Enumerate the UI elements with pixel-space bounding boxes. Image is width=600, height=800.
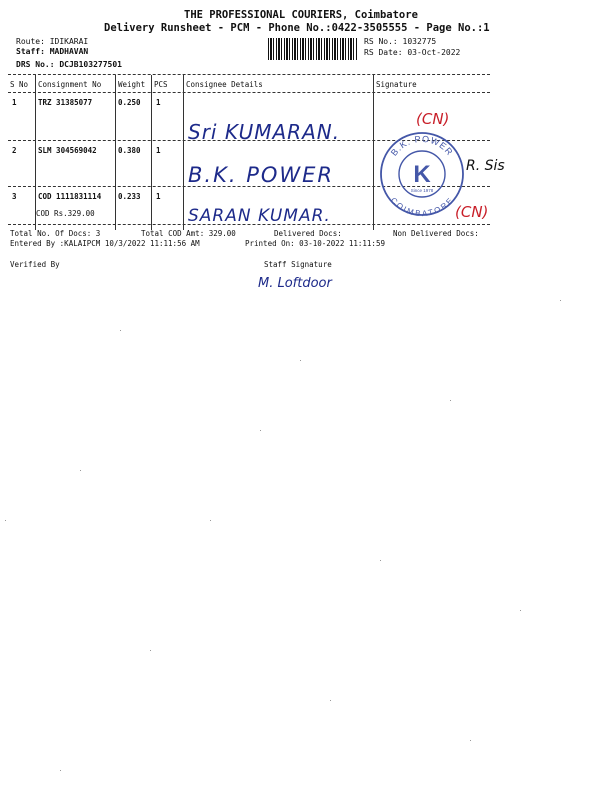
row-pcs: 1 (156, 146, 161, 155)
verified-by: Verified By (10, 260, 60, 269)
row-consignment: SLM 304569042 (38, 146, 97, 155)
receiver-initials: R. Sis (466, 158, 505, 174)
row-sno: 3 (12, 192, 17, 201)
row-consignee-handwriting: B.K. POWER (188, 163, 335, 187)
row-sno: 2 (12, 146, 17, 155)
col-separator (183, 75, 184, 230)
staff-label: Staff: MADHAVAN (16, 47, 89, 56)
col-header-sno: S No (10, 80, 29, 89)
total-cod: Total COD Amt: 329.00 (141, 229, 236, 238)
row-weight: 0.233 (118, 192, 141, 201)
row-weight: 0.380 (118, 146, 141, 155)
staff-signature-label: Staff Signature (264, 260, 332, 269)
document-title: THE PROFESSIONAL COURIERS, Coimbatore (184, 9, 418, 21)
row-sno: 1 (12, 98, 17, 107)
header-bottom-rule (8, 92, 490, 93)
barcode (268, 38, 358, 60)
col-header-signature: Signature (376, 80, 417, 89)
runsheet-subtitle: Delivery Runsheet - PCM - Phone No.:0422-3505555 - Page No.:1 (104, 22, 490, 34)
rs-number: RS No.: 1032775 (364, 37, 437, 46)
stamp-bottom-text: COIMBATORE (388, 195, 456, 218)
cod-note: COD Rs.329.00 (36, 209, 95, 218)
row-consignee-handwriting: Sri KUMARAN. (188, 120, 341, 144)
col-header-consignment: Consignment No (38, 80, 102, 89)
staff-signature-mark: M. Loftdoor (258, 276, 332, 291)
col-header-weight: Weight (118, 80, 146, 89)
row-pcs: 1 (156, 192, 161, 201)
svg-text:COIMBATORE (389, 196, 456, 218)
company-stamp (378, 130, 466, 218)
table-bottom-rule (8, 224, 490, 225)
rs-date: RS Date: 03-Oct-2022 (364, 48, 461, 57)
route-label: Route: IDIKARAI (16, 37, 89, 46)
svg-text:B.K. POWER (389, 134, 455, 158)
stamp-since: Since 1978 (410, 188, 434, 193)
stamp-top-text: B.K. POWER (388, 133, 456, 158)
printed-on: Printed On: 03-10-2022 11:11:59 (245, 239, 385, 248)
row-weight: 0.250 (118, 98, 141, 107)
col-header-consignee: Consignee Details (186, 80, 263, 89)
cn-mark-bottom: (CN) (455, 203, 489, 221)
entered-by: Entered By :KALAIPCM 10/3/2022 11:11:56 AM (10, 239, 200, 248)
row-consignment: TRZ 31385077 (38, 98, 93, 107)
row-pcs: 1 (156, 98, 161, 107)
drs-number: DRS No.: DCJB103277501 (16, 60, 122, 69)
col-separator (373, 75, 374, 230)
col-separator (35, 75, 36, 230)
cn-mark-top: (CN) (416, 110, 450, 128)
col-separator (151, 75, 152, 230)
col-header-pcs: PCS (154, 80, 168, 89)
total-docs: Total No. Of Docs: 3 (10, 229, 101, 238)
non-delivered-docs: Non Delivered Docs: (393, 229, 479, 238)
row-consignment: COD 1111831114 (38, 192, 102, 201)
stamp-letter: K (413, 161, 431, 188)
table-top-rule (8, 74, 490, 75)
row-consignee-handwriting: SARAN KUMAR. (188, 206, 331, 226)
delivered-docs: Delivered Docs: (274, 229, 342, 238)
col-separator (115, 75, 116, 230)
